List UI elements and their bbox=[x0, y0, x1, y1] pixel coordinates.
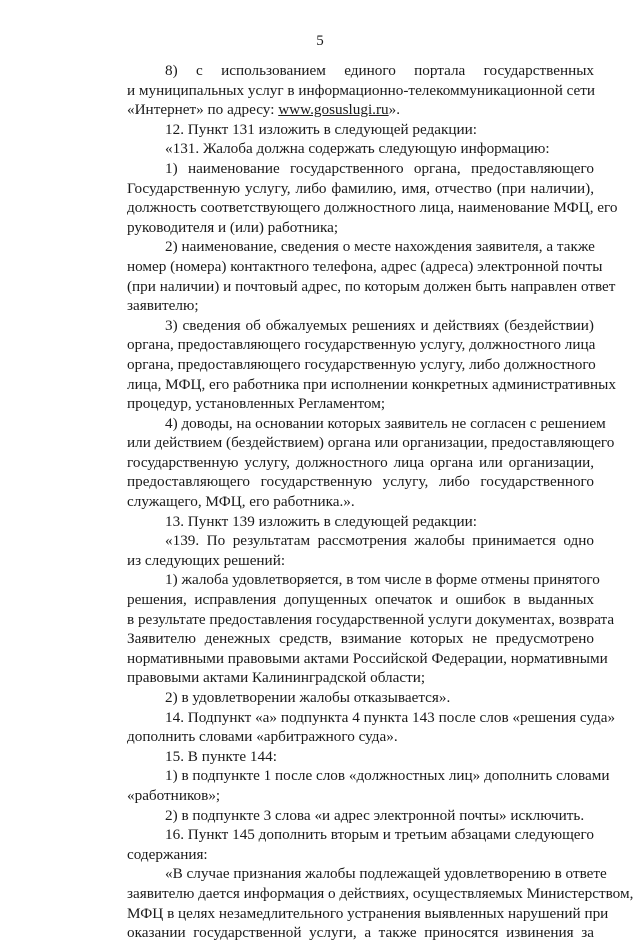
p-point-12 bbox=[89, 120, 594, 140]
gosuslugi-link[interactable]: www.gosuslugi.ru bbox=[278, 101, 389, 119]
page-number: 5 bbox=[316, 33, 324, 49]
text-line: заявителю дается информация о действиях, осуществляемых Министерством, bbox=[127, 884, 634, 902]
p-point-13 bbox=[89, 512, 594, 532]
text-line: правовыми актами Калининградской области; bbox=[127, 669, 426, 687]
text-line: 2) наименование, сведения о месте нахождения заявителя, а также bbox=[165, 238, 595, 256]
p-139-1 bbox=[89, 570, 615, 688]
text-line: предоставляющего государственную услугу, либо государственного bbox=[127, 473, 594, 491]
text-line: 15. В пункте 144: bbox=[165, 747, 277, 765]
text-line: органа, предоставляющего государственную услугу, должностного лица bbox=[127, 336, 596, 354]
text-line: содержания: bbox=[127, 845, 208, 863]
p-item-8 bbox=[89, 61, 594, 120]
text-line: из следующих решений: bbox=[127, 551, 286, 569]
text-line: «139. По результатам рассмотрения жалобы принимается одно bbox=[165, 532, 594, 550]
text-line: Государственную услугу, либо фамилию, имя, отчество (при наличии), bbox=[127, 179, 594, 197]
p-131-1 bbox=[89, 159, 618, 237]
text-line: «Интернет» по адресу: www.gosuslugi.ru». bbox=[127, 101, 400, 119]
p-point-15 bbox=[89, 747, 594, 767]
text-line: государственную услугу, должностного лица органа или организации, bbox=[127, 453, 594, 471]
text-line: процедур, установленных Регламентом; bbox=[127, 395, 386, 413]
text-line: и муниципальных услуг в информационно-телекоммуникационной сети bbox=[127, 81, 596, 99]
text-line: органа, предоставляющего государственную услугу, либо должностного bbox=[127, 355, 596, 373]
text-line: в результате предоставления государственной услуги документах, возврата bbox=[127, 610, 615, 628]
text-line: 2) в удовлетворении жалобы отказывается». bbox=[165, 689, 451, 706]
text-line: лица, МФЦ, его работника при исполнении конкретных административных bbox=[127, 375, 616, 393]
p-131-intro bbox=[89, 139, 594, 159]
text-line: 4) доводы, на основании которых заявитель не согласен с решением bbox=[165, 414, 606, 432]
text-line: «В случае признания жалобы подлежащей удовлетворению в ответе bbox=[165, 865, 607, 883]
p-131-4 bbox=[89, 414, 615, 512]
p-139-intro bbox=[89, 531, 594, 570]
text-line: «131. Жалоба должна содержать следующую информацию: bbox=[165, 140, 550, 158]
text-line: 1) в подпункте 1 после слов «должностных лиц» дополнить словами bbox=[165, 767, 610, 785]
p-131-2 bbox=[89, 237, 616, 315]
text-line: 2) в подпункте 3 слова «и адрес электронной почты» исключить. bbox=[165, 806, 585, 824]
text-line: дополнить словами «арбитражного суда». bbox=[127, 728, 398, 746]
text-line: оказании государственной услуги, а также приносятся извинения за bbox=[127, 924, 594, 942]
text-line: решения, исправления допущенных опечаток и ошибок в выданных bbox=[127, 591, 594, 609]
p-131-3 bbox=[89, 316, 616, 414]
text-line: (при наличии) и почтовый адрес, по которым должен быть направлен ответ bbox=[127, 277, 616, 295]
text-line: заявителю; bbox=[127, 297, 199, 315]
p-point-14 bbox=[89, 708, 616, 747]
text-line: должность соответствующего должностного лица, наименование МФЦ, его bbox=[127, 199, 618, 217]
p-point-16 bbox=[89, 825, 594, 864]
text-line: Заявителю денежных средств, взимание которых не предусмотрено bbox=[127, 630, 594, 648]
text-line: 3) сведения об обжалуемых решениях и действиях (бездействии) bbox=[165, 316, 594, 334]
p-139-2 bbox=[89, 688, 594, 708]
text-line: или действием (бездействием) органа или организации, предоставляющего bbox=[127, 434, 615, 452]
document-body bbox=[89, 61, 634, 943]
text-line: 14. Подпункт «а» подпункта 4 пункта 143 после слов «решения суда» bbox=[165, 708, 616, 726]
text-line: 1) жалоба удовлетворяется, в том числе в форме отмены принятого bbox=[165, 571, 600, 589]
text-line: руководителя и (или) работника; bbox=[127, 218, 339, 236]
text-line: номер (номера) контактного телефона, адрес (адреса) электронной почты bbox=[127, 257, 603, 275]
text-line: 16. Пункт 145 дополнить вторым и третьим абзацами следующего bbox=[165, 826, 594, 844]
text-line: 8) с использованием единого портала государственных bbox=[165, 62, 594, 79]
p-144-1 bbox=[89, 766, 610, 805]
text-line: 13. Пункт 139 изложить в следующей редакции: bbox=[165, 512, 478, 530]
p-144-2 bbox=[89, 806, 594, 826]
text-line: 12. Пункт 131 изложить в следующей редакции: bbox=[165, 120, 478, 138]
text-line: служащего, МФЦ, его работника.». bbox=[127, 493, 355, 511]
text-line: нормативными правовыми актами Российской Федерации, нормативными bbox=[127, 649, 608, 667]
p-145-add bbox=[89, 864, 634, 942]
text-line: «работников»; bbox=[127, 786, 221, 804]
text-line: МФЦ в целях незамедлительного устранения выявленных нарушений при bbox=[127, 904, 609, 922]
text-line: 1) наименование государственного органа, предоставляющего bbox=[165, 159, 594, 177]
